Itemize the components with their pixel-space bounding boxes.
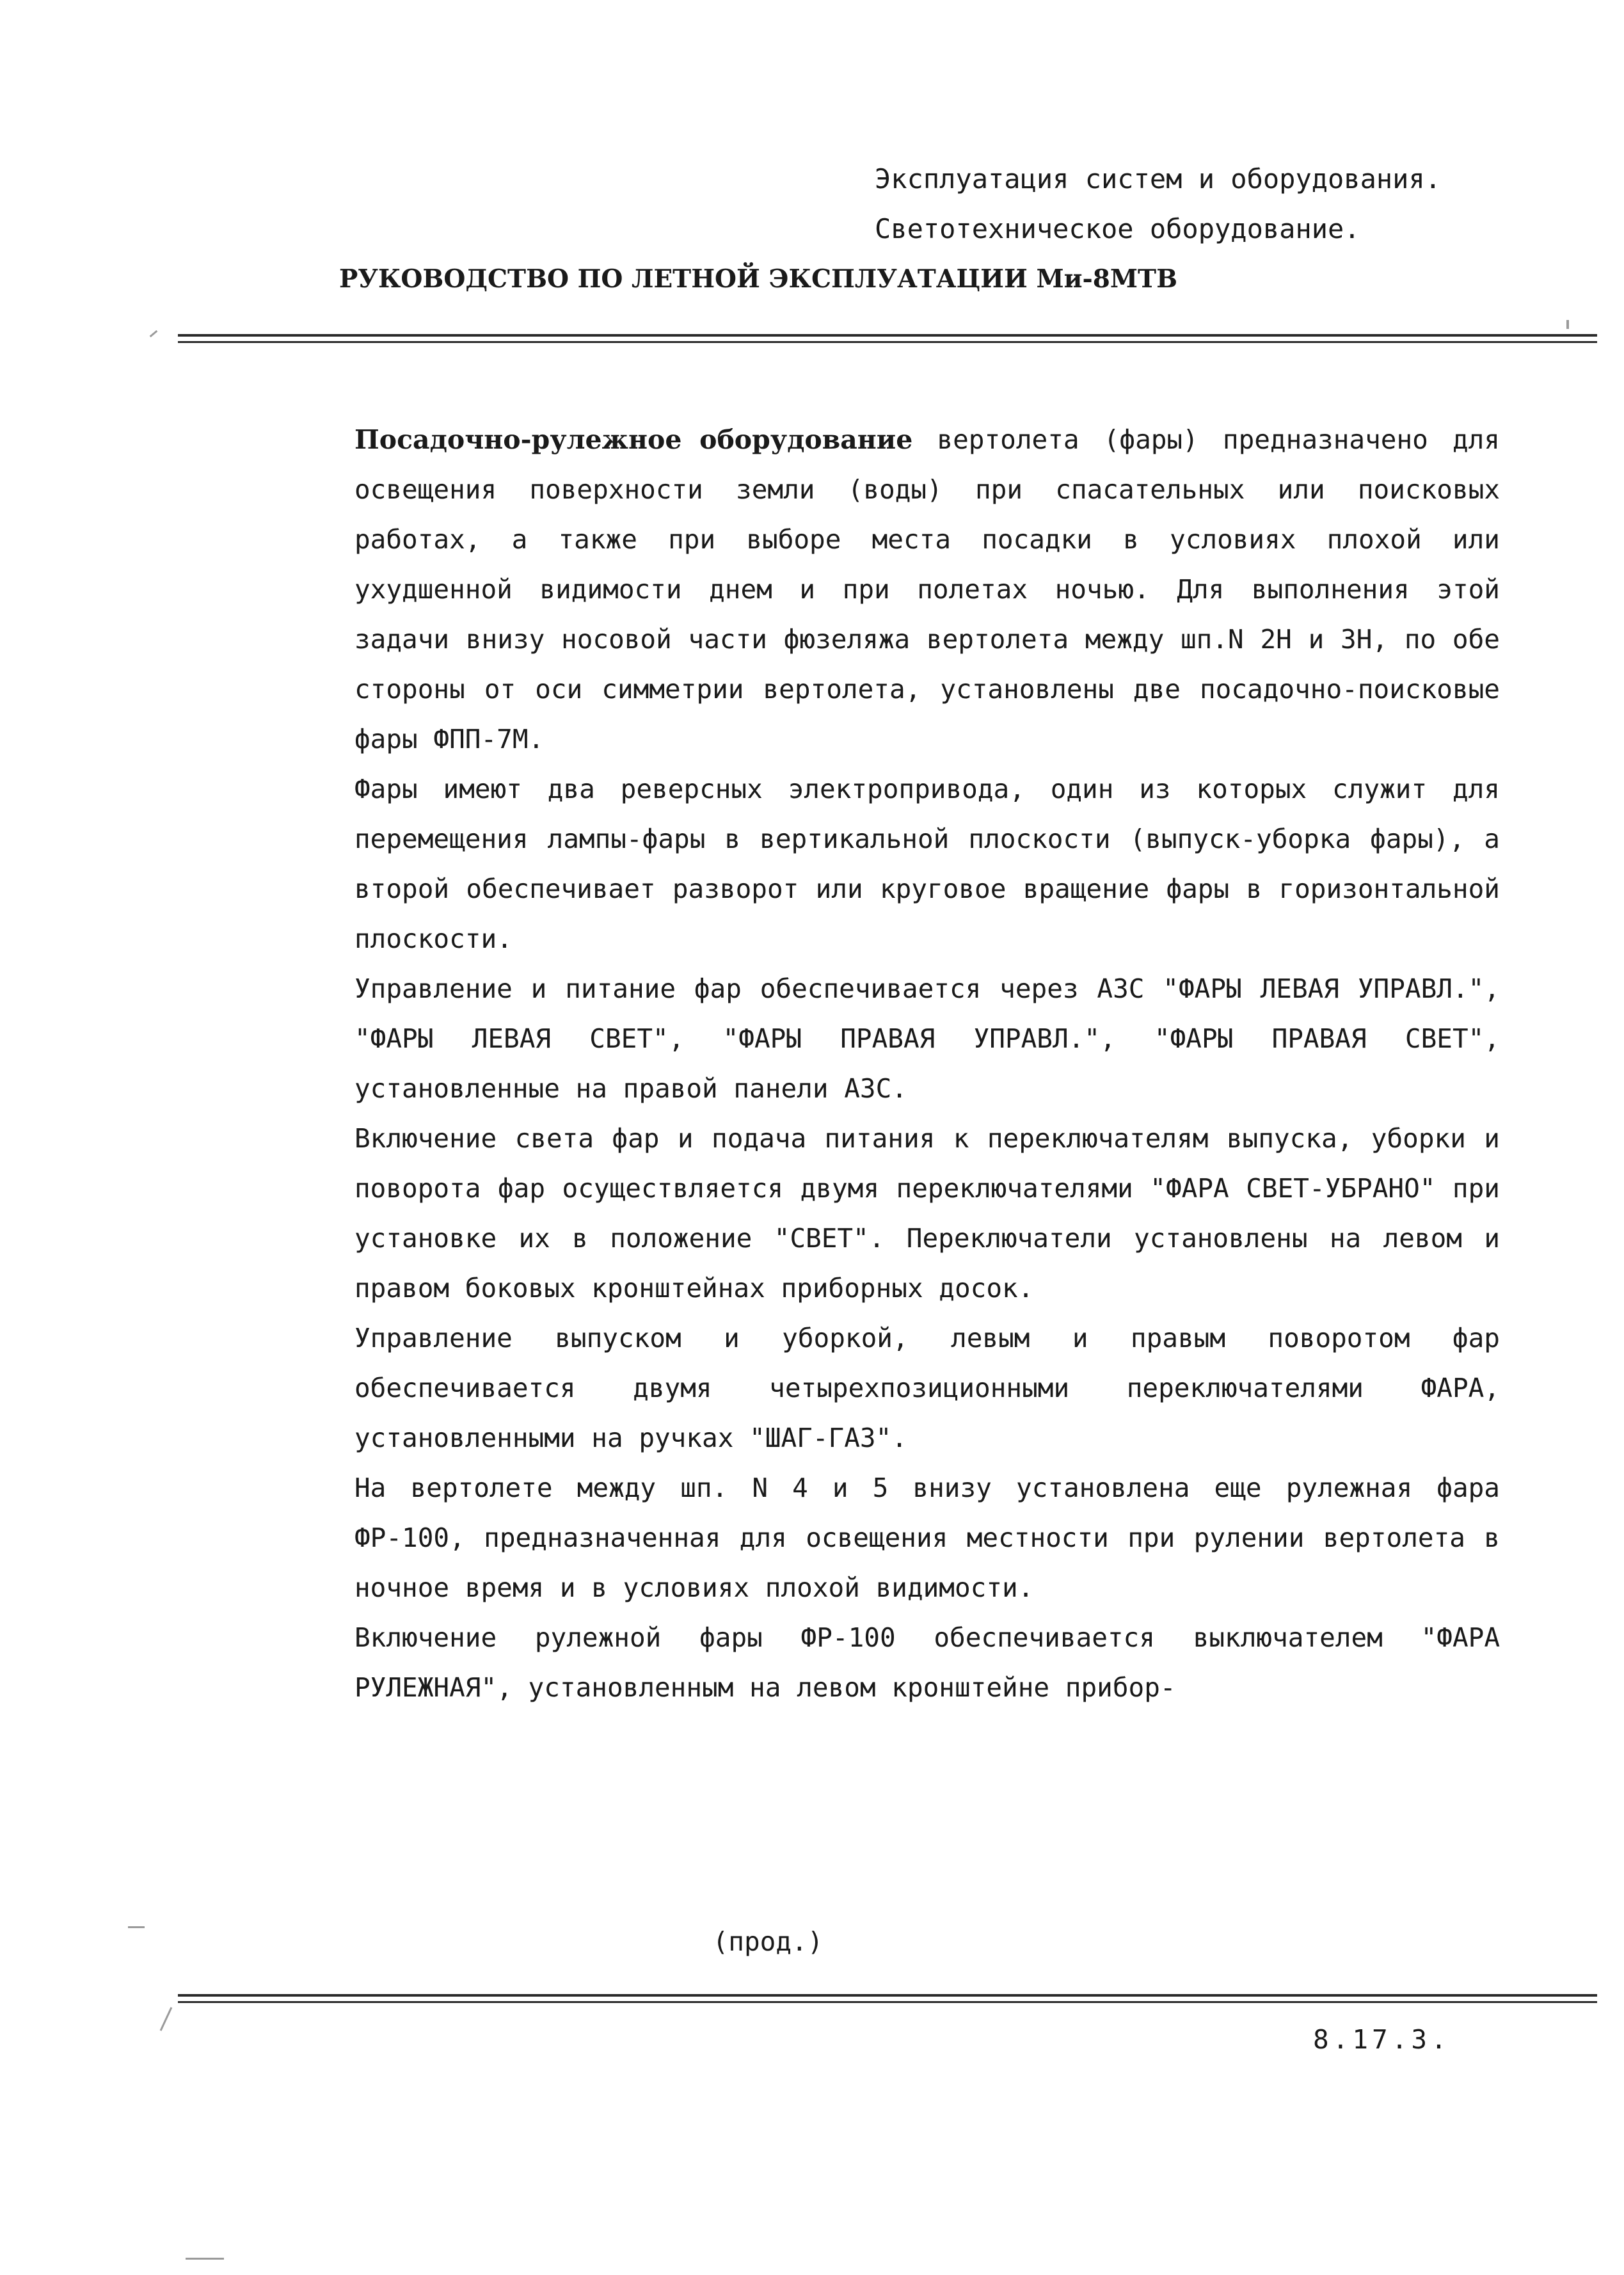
scan-artifact-mark — [160, 2007, 173, 2031]
paragraph-taxi-light: На вертолете между шп. N 4 и 5 внизу установлена еще рулежная фара ФР-100, предназначенная для освещения местности при рулении вертолета в ночное время и в условиях плохой видимости. — [354, 1473, 1500, 1603]
body-text — [354, 415, 1500, 1712]
header-double-rule — [178, 334, 1597, 343]
header-subsection-line: Светотехническое оборудование. — [875, 213, 1360, 244]
paragraph-intro-text: вертолета (фары) предназначено для освещения поверхности земли (воды) при спасательных или поисковых работах, а также при выборе места посадки в условиях плохой или ухудшенной видимости днем и при полетах ночью. Для выполнения этой задачи внизу носовой части фюзеляжа вертолета между шп.N 2Н и 3Н, по обе стороны от оси симметрии вертолета, установлены две посадочно-поисковые фары ФПП-7М. — [354, 424, 1500, 754]
paragraph-intro — [354, 415, 1500, 764]
footer-double-rule — [178, 1994, 1597, 2003]
paragraph-switches: Включение света фар и подача питания к переключателям выпуска, уборки и поворота фар осуществляется двумя переключателями "ФАРА СВЕТ-УБРАНО" при установке их в положение "СВЕТ". Переключатели установлены на левом и правом боковых кронштейнах приборных досок. — [354, 1123, 1500, 1304]
scan-artifact-mark — [128, 1926, 145, 1928]
document-title: РУКОВОДСТВО ПО ЛЕТНОЙ ЭКСПЛУАТАЦИИ Ми-8МТВ — [338, 264, 1178, 294]
paragraph-control: Управление выпуском и уборкой, левым и правым поворотом фар обеспечивается двумя четырехпозиционными переключателями ФАРА, установленными на ручках "ШАГ-ГАЗ". — [354, 1323, 1500, 1453]
paragraph-drives: Фары имеют два реверсных электропривода, один из которых служит для перемещения лампы-фары в вертикальной плоскости (выпуск-уборка фары), а второй обеспечивает разворот или круговое вращение фары в горизонтальной плоскости. — [354, 774, 1500, 954]
scan-artifact-mark — [150, 330, 158, 337]
scan-artifact-mark — [186, 2258, 224, 2260]
paragraph-taxi-switch: Включение рулежной фары ФР-100 обеспечивается выключателем "ФАРА РУЛЕЖНАЯ", установленным на левом кронштейне прибор- — [354, 1622, 1500, 1703]
scan-artifact-mark — [1566, 320, 1569, 329]
page-number: 8.17.3. — [1313, 2024, 1451, 2055]
continued-marker: (прод.) — [712, 1926, 824, 1957]
paragraph-power: Управление и питание фар обеспечивается через АЗС "ФАРЫ ЛЕВАЯ УПРАВЛ.", "ФАРЫ ЛЕВАЯ СВЕТ", "ФАРЫ ПРАВАЯ УПРАВЛ.", "ФАРЫ ПРАВАЯ СВЕТ", установленные на правой панели АЗС. — [354, 973, 1500, 1104]
lead-term: Посадочно-рулежное оборудование — [354, 424, 913, 455]
header-section-line: Эксплуатация систем и оборудования. — [875, 163, 1442, 195]
